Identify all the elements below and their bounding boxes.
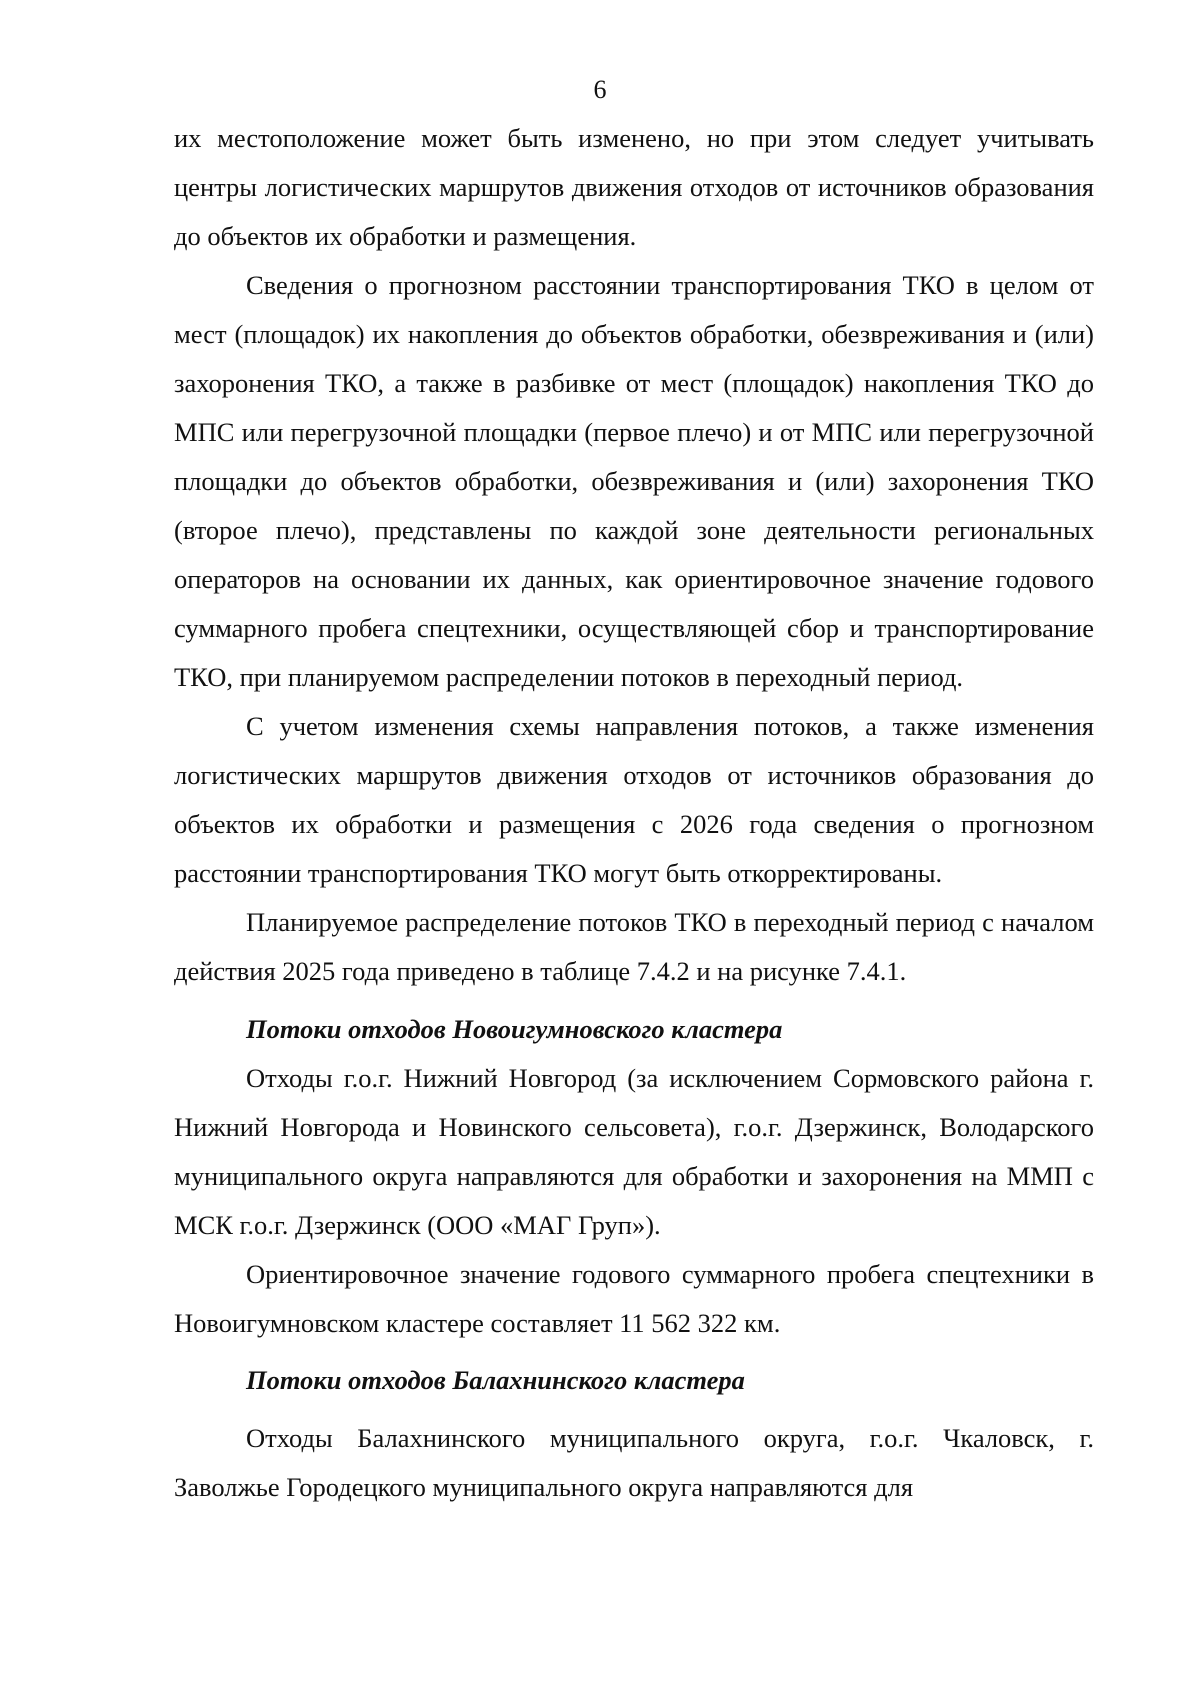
paragraph-correction-note: С учетом изменения схемы направления потоков, а также изменения логистических маршрутов движения отходов от источников образования до объектов их обработки и размещения с 2026 года сведения о прогнозном расстоянии транспортирования ТКО могут быть откорректированы. [174, 711, 1094, 888]
paragraph-novoigumnovsky-waste: Отходы г.о.г. Нижний Новгород (за исключением Сормовского района г. Нижний Новгорода и Новинского сельсовета), г.о.г. Дзержинск, Володарского муниципального округа направляются для обработки и захоронения на ММП с МСК г.о.г. Дзержинск (ООО «МАГ Груп»). [174, 1063, 1094, 1240]
paragraph-continued: их местоположение может быть изменено, но при этом следует учитывать центры логистических маршрутов движения отходов от источников образования до объектов их обработки и размещения. [174, 123, 1094, 251]
page-content [174, 114, 1094, 1512]
paragraph-novoigumnovsky-mileage: Ориентировочное значение годового суммарного пробега спецтехники в Новоигумновском кластере составляет 11 562 322 км. [174, 1259, 1094, 1338]
paragraph-balakhninsky-waste: Отходы Балахнинского муниципального округа, г.о.г. Чкаловск, г. Заволжье Городецкого муниципального округа направляются для [174, 1423, 1094, 1502]
paragraph-distance-info: Сведения о прогнозном расстоянии транспортирования ТКО в целом от мест (площадок) их накопления до объектов обработки, обезвреживания и (или) захоронения ТКО, а также в разбивке от мест (площадок) накопления ТКО до МПС или перегрузочной площадки (первое плечо) и от МПС или перегрузочной площадки до объектов обработки, обезвреживания и (или) захоронения ТКО (второе плечо), представлены по каждой зоне деятельности региональных операторов на основании их данных, как ориентировочное значение годового суммарного пробега спецтехники, осуществляющей сбор и транспортирование ТКО, при планируемом распределении потоков в переходный период. [174, 270, 1094, 692]
heading-balakhninsky-cluster: Потоки отходов Балахнинского кластера [246, 1365, 745, 1395]
paragraph-planned-distribution: Планируемое распределение потоков ТКО в переходный период с началом действия 2025 года приведено в таблице 7.4.2 и на рисунке 7.4.1. [174, 907, 1094, 986]
heading-novoigumnovsky-cluster: Потоки отходов Новоигумновского кластера [246, 1014, 783, 1044]
page-number: 6 [593, 75, 607, 104]
